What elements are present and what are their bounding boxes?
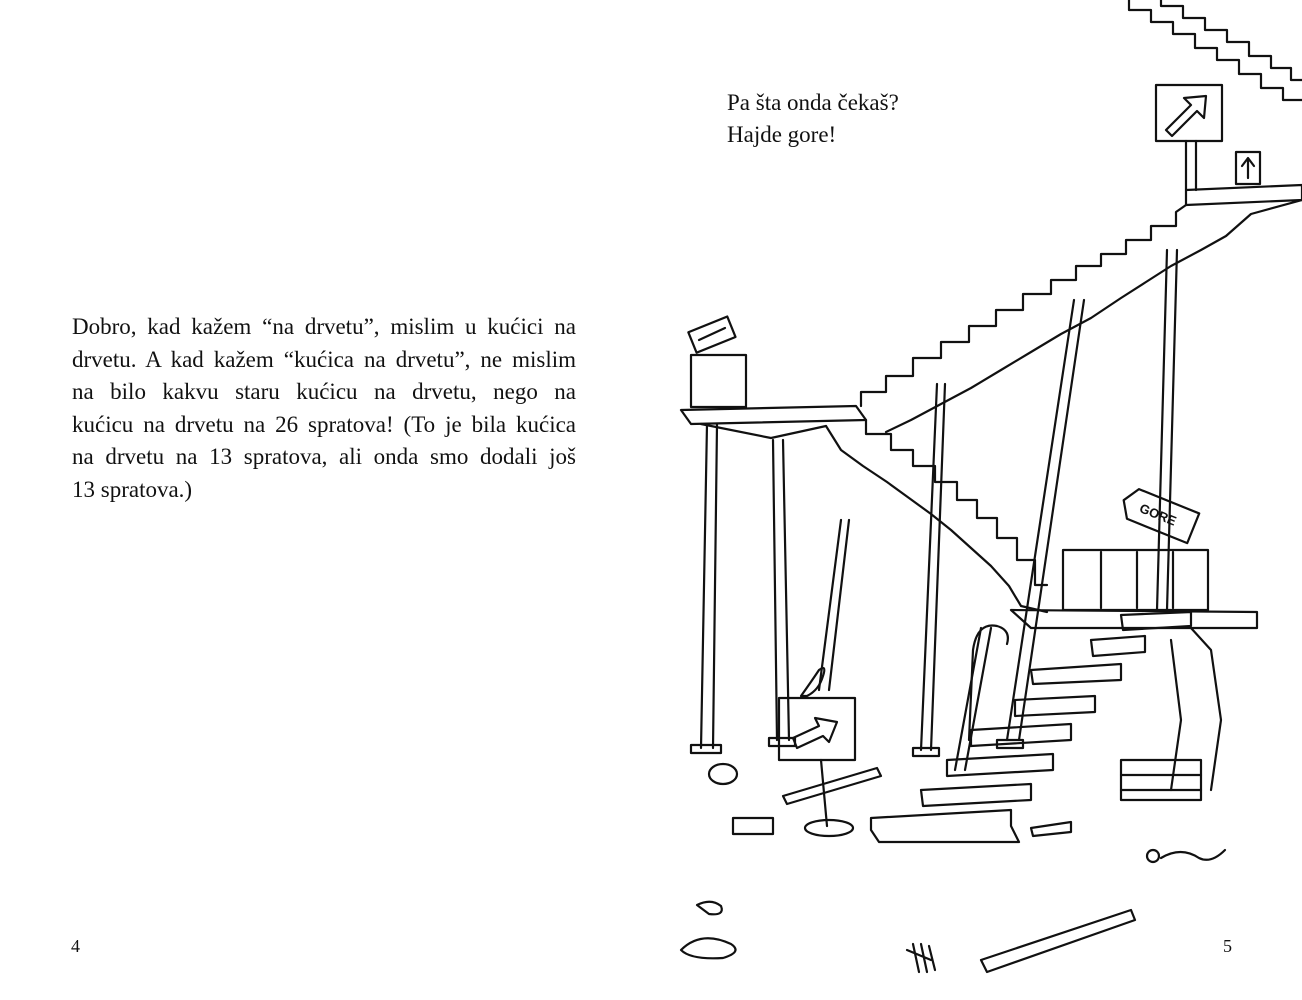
right-page [651, 0, 1302, 1000]
sign-stand [805, 820, 853, 836]
arrow-sign-bottom [779, 698, 855, 760]
pebble [1147, 850, 1159, 862]
body-line: kućicu na drvetu na 26 spratova! (To je bila kućica [72, 411, 576, 437]
page-number-right: 5 [1223, 936, 1232, 956]
long-plank [981, 910, 1135, 972]
bottom-step-2 [921, 784, 1031, 806]
support-pole [701, 424, 707, 748]
body-line: Dobro, kad kažem “na drvetu”, mislim u kućici na [72, 314, 576, 339]
worm [1161, 850, 1225, 860]
arrow-sign-top [1156, 85, 1222, 141]
speech-line: Pa šta onda čekaš? [727, 90, 899, 115]
main-stairs-lower-edge [866, 420, 1047, 585]
speech-text [727, 87, 899, 151]
body-line: drvetu. A kad kažem “kućica na drvetu”, ne mislim [72, 346, 576, 372]
upper-landing [1186, 185, 1302, 205]
lower-scaffold [1171, 628, 1221, 790]
left-platform [681, 406, 866, 424]
main-stairs-top-edge [861, 205, 1186, 406]
main-stairs-under-edge [886, 200, 1302, 432]
can [709, 764, 737, 784]
right-railing [1063, 550, 1208, 610]
puddle [681, 938, 736, 958]
fish-bones-icon [907, 944, 935, 972]
bottom-step-1 [871, 810, 1019, 842]
up-arrow-icon [1242, 158, 1254, 178]
pole-base [691, 745, 721, 753]
right-platform [1011, 610, 1257, 628]
page-number-left: 4 [71, 936, 80, 956]
body-paragraph [72, 311, 576, 506]
speech-line: Hajde gore! [727, 122, 837, 147]
arrow-icon-bottom [793, 718, 837, 748]
upper-stairs-edge [1161, 0, 1302, 80]
crate [1121, 760, 1201, 800]
small-board [1031, 822, 1071, 836]
puddle-object [697, 902, 722, 915]
arrow-icon [1166, 96, 1206, 136]
gore-sign-text: GORE [1137, 500, 1179, 529]
plank [783, 768, 881, 804]
brick [733, 818, 773, 834]
body-line: na drvetu na 13 spratova, ali onda smo dodali još [72, 444, 576, 469]
body-line: 13 spratova.) [72, 476, 193, 502]
body-line: na bilo kakvu staru kućicu na drvetu, nego na [72, 379, 576, 404]
platform-railing [691, 355, 746, 407]
